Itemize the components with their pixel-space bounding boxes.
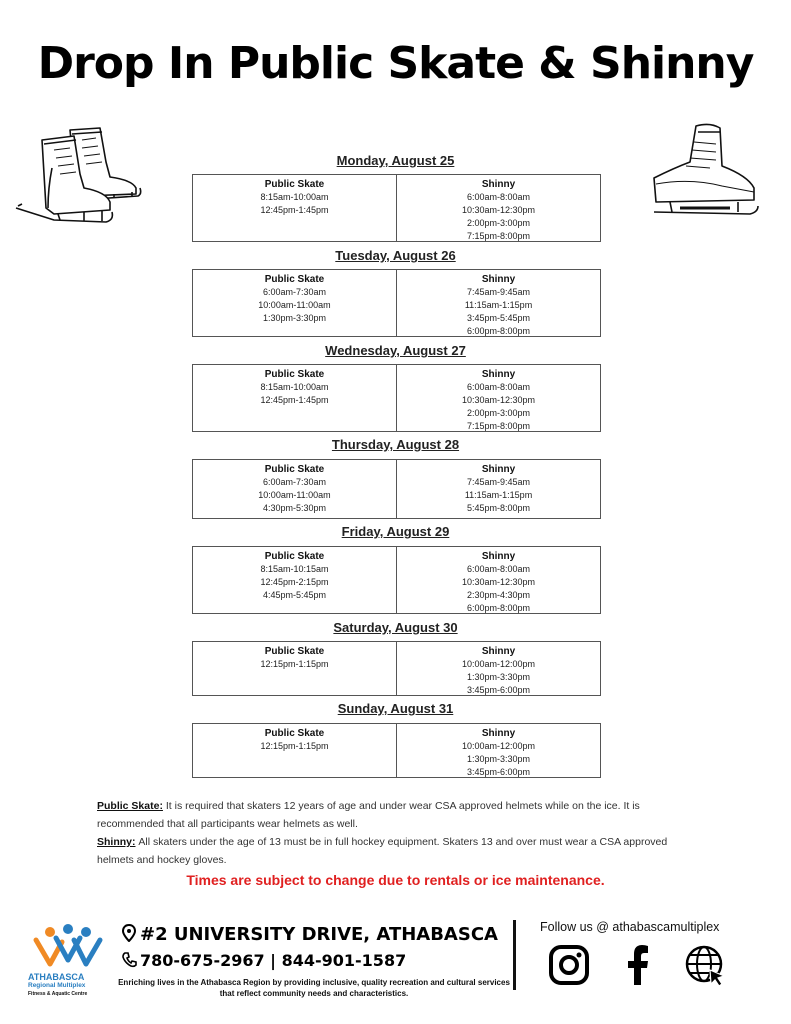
schedule-table bbox=[192, 269, 601, 337]
time-slot: 1:30pm-3:30pm bbox=[466, 672, 531, 682]
day-heading bbox=[0, 617, 791, 636]
time-slot: 10:30am-12:30pm bbox=[461, 577, 536, 587]
rules-notes bbox=[97, 797, 697, 869]
time-slot: 4:45pm-5:45pm bbox=[262, 590, 327, 600]
column-header: Shinny bbox=[481, 646, 516, 657]
phone-numbers-text: 780-675-2967 | 844-901-1587 bbox=[140, 951, 407, 970]
shinny-column bbox=[396, 724, 600, 777]
time-slot: 6:00am-8:00am bbox=[466, 382, 531, 392]
website-icon[interactable] bbox=[684, 944, 728, 988]
schedule-table bbox=[192, 546, 601, 614]
day-heading bbox=[0, 521, 791, 540]
shinny-column bbox=[396, 270, 600, 336]
time-slot: 6:00am-7:30am bbox=[262, 477, 327, 487]
time-slot: 10:00am-12:00pm bbox=[461, 659, 536, 669]
time-slot: 3:45pm-6:00pm bbox=[466, 767, 531, 777]
time-slot: 10:30am-12:30pm bbox=[461, 395, 536, 405]
public-skate-note-label: Public Skate: bbox=[97, 800, 163, 812]
column-header: Shinny bbox=[481, 369, 516, 380]
mission-statement: Enriching lives in the Athabasca Region by providing inclusive, quality recreation and cultural services that reflect community needs and characteristics. bbox=[118, 978, 510, 998]
public-skate-column bbox=[193, 724, 396, 777]
logo-text-athabasca: ATHABASCA bbox=[28, 972, 85, 982]
column-header: Shinny bbox=[481, 179, 516, 190]
schedule-warning: Times are subject to change due to rentals or ice maintenance. bbox=[186, 872, 605, 888]
page-title: Drop In Public Skate & Shinny bbox=[37, 38, 754, 89]
follow-us-text: Follow us @ athabascamultiplex bbox=[540, 920, 720, 934]
day-heading bbox=[0, 245, 791, 264]
time-slot: 11:15am-1:15pm bbox=[464, 490, 533, 500]
schedule-table bbox=[192, 459, 601, 519]
time-slot: 6:00am-8:00am bbox=[466, 192, 531, 202]
time-slot: 7:45am-9:45am bbox=[466, 287, 531, 297]
time-slot: 2:00pm-3:00pm bbox=[466, 218, 531, 228]
shinny-column bbox=[396, 175, 600, 241]
public-skate-column bbox=[193, 460, 396, 518]
column-header: Public Skate bbox=[264, 646, 325, 657]
schedule-table bbox=[192, 174, 601, 242]
time-slot: 1:30pm-3:30pm bbox=[466, 754, 531, 764]
column-header: Shinny bbox=[481, 274, 516, 285]
time-slot: 11:15am-1:15pm bbox=[464, 300, 533, 310]
time-slot: 12:45pm-2:15pm bbox=[260, 577, 329, 587]
footer-divider bbox=[513, 920, 516, 990]
column-header: Shinny bbox=[481, 464, 516, 475]
phone-numbers bbox=[122, 951, 406, 970]
shinny-column bbox=[396, 365, 600, 431]
time-slot: 7:45am-9:45am bbox=[466, 477, 531, 487]
time-slot: 7:15pm-8:00pm bbox=[466, 421, 531, 431]
time-slot: 1:30pm-3:30pm bbox=[262, 313, 327, 323]
time-slot: 10:30am-12:30pm bbox=[461, 205, 536, 215]
public-skate-column bbox=[193, 270, 396, 336]
time-slot: 12:45pm-1:45pm bbox=[260, 395, 329, 405]
time-slot: 12:15pm-1:15pm bbox=[260, 659, 329, 669]
time-slot: 2:00pm-3:00pm bbox=[466, 408, 531, 418]
schedule-table bbox=[192, 364, 601, 432]
shinny-column bbox=[396, 460, 600, 518]
column-header: Public Skate bbox=[264, 274, 325, 285]
address-text: #2 UNIVERSITY DRIVE, ATHABASCA bbox=[140, 924, 498, 945]
day-title: Saturday, August 30 bbox=[333, 620, 458, 635]
public-skate-column bbox=[193, 365, 396, 431]
shinny-note-text: All skaters under the age of 13 must be in full hockey equipment. Skaters 13 and over must wear a CSA approved helmets and hockey gloves. bbox=[97, 836, 668, 866]
day-title: Friday, August 29 bbox=[341, 524, 450, 539]
day-heading bbox=[0, 698, 791, 717]
instagram-icon[interactable] bbox=[548, 944, 590, 986]
time-slot: 8:15am-10:00am bbox=[260, 382, 329, 392]
time-slot: 12:15pm-1:15pm bbox=[260, 741, 329, 751]
time-slot: 2:30pm-4:30pm bbox=[466, 590, 531, 600]
time-slot: 12:45pm-1:45pm bbox=[260, 205, 329, 215]
public-skate-column bbox=[193, 642, 396, 695]
figure-skates-icon bbox=[14, 122, 144, 227]
time-slot: 10:00am-11:00am bbox=[258, 490, 331, 500]
logo-text-multiplex: Regional Multiplex bbox=[28, 982, 86, 989]
public-skate-note-text: It is required that skaters 12 years of age and under wear CSA approved helmets while on the ice. It is recommended that all participants wear helmets as well. bbox=[97, 800, 640, 830]
schedule-table bbox=[192, 641, 601, 696]
day-title: Tuesday, August 26 bbox=[335, 248, 456, 263]
column-header: Public Skate bbox=[264, 464, 325, 475]
time-slot: 3:45pm-6:00pm bbox=[466, 685, 531, 695]
time-slot: 8:15am-10:00am bbox=[260, 192, 329, 202]
public-skate-note bbox=[97, 797, 697, 833]
time-slot: 6:00pm-8:00pm bbox=[466, 326, 531, 336]
day-heading bbox=[0, 340, 791, 359]
day-title: Sunday, August 31 bbox=[337, 701, 454, 716]
column-header: Shinny bbox=[481, 551, 516, 562]
hockey-skate-icon bbox=[650, 122, 762, 226]
facebook-icon[interactable] bbox=[626, 944, 650, 986]
time-slot: 10:00am-12:00pm bbox=[461, 741, 536, 751]
day-title: Wednesday, August 27 bbox=[325, 343, 466, 358]
time-slot: 8:15am-10:15am bbox=[260, 564, 329, 574]
day-heading bbox=[0, 434, 791, 453]
logo-figures-icon bbox=[28, 924, 108, 968]
schedule-table bbox=[192, 723, 601, 778]
shinny-column bbox=[396, 547, 600, 613]
shinny-note-label: Shinny: bbox=[97, 836, 136, 848]
time-slot: 6:00am-8:00am bbox=[466, 564, 531, 574]
time-slot: 7:15pm-8:00pm bbox=[466, 231, 531, 241]
shinny-note bbox=[97, 833, 697, 869]
column-header: Public Skate bbox=[264, 728, 325, 739]
public-skate-column bbox=[193, 175, 396, 241]
time-slot: 10:00am-11:00am bbox=[258, 300, 331, 310]
multiplex-logo bbox=[28, 924, 108, 998]
shinny-column bbox=[396, 642, 600, 695]
time-slot: 4:30pm-5:30pm bbox=[262, 503, 327, 513]
column-header: Public Skate bbox=[264, 179, 325, 190]
day-title: Thursday, August 28 bbox=[331, 437, 460, 452]
time-slot: 6:00am-7:30am bbox=[262, 287, 327, 297]
time-slot: 6:00pm-8:00pm bbox=[466, 603, 531, 613]
logo-text-centre: Fitness & Aquatic Centre bbox=[28, 991, 88, 997]
public-skate-column bbox=[193, 547, 396, 613]
location-pin-icon bbox=[122, 924, 136, 942]
day-heading bbox=[0, 150, 791, 169]
column-header: Public Skate bbox=[264, 551, 325, 562]
phone-icon bbox=[122, 952, 138, 968]
time-slot: 5:45pm-8:00pm bbox=[466, 503, 531, 513]
column-header: Public Skate bbox=[264, 369, 325, 380]
column-header: Shinny bbox=[481, 728, 516, 739]
time-slot: 3:45pm-5:45pm bbox=[466, 313, 531, 323]
day-title: Monday, August 25 bbox=[336, 153, 455, 168]
address bbox=[122, 924, 498, 945]
